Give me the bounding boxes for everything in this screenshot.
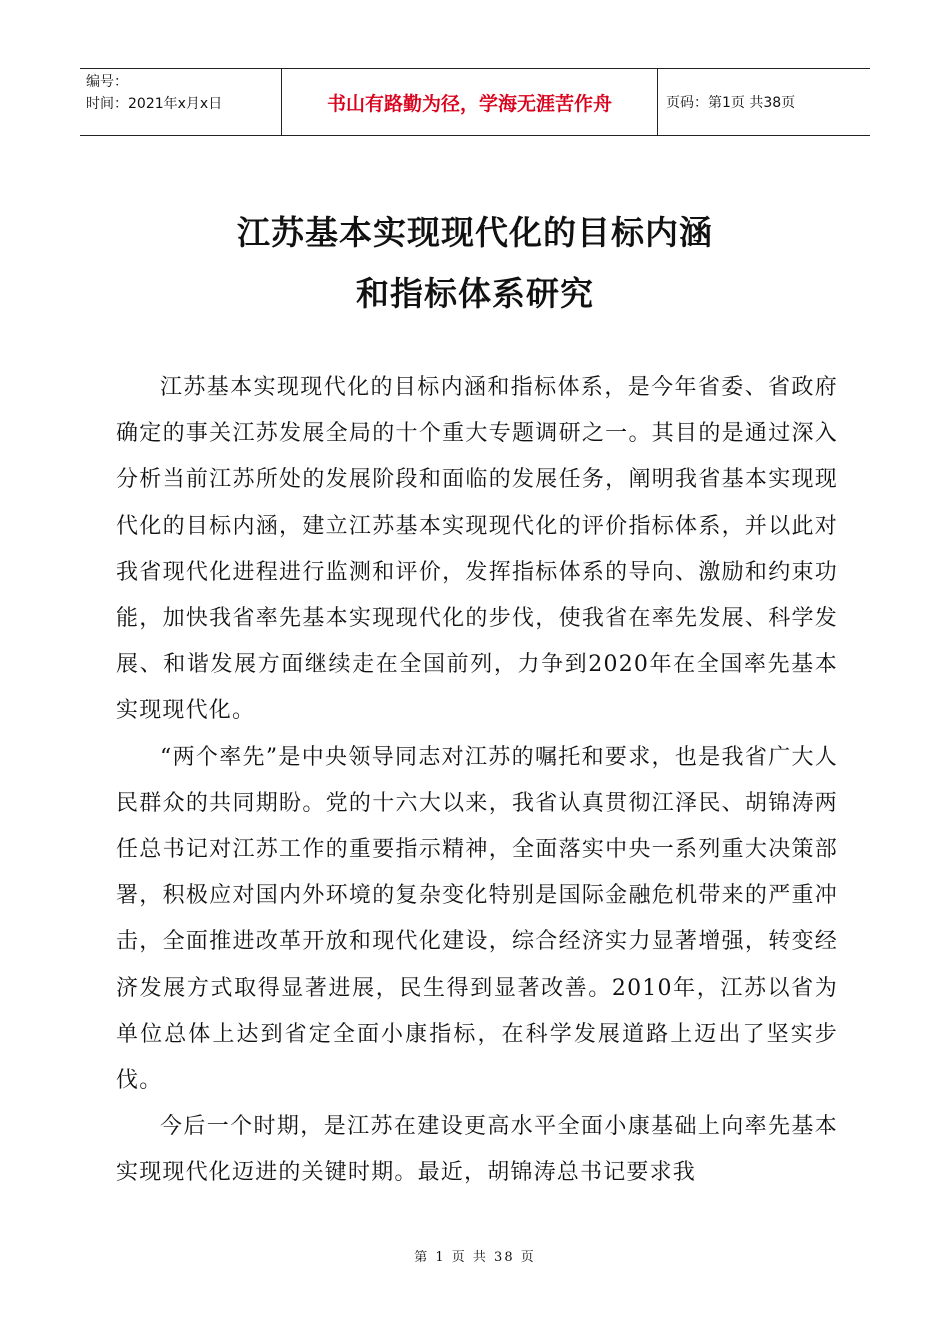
header-motto: 书山有路勤为径，学海无涯苦作舟 — [326, 92, 612, 115]
document-title-line2: 和指标体系研究 — [356, 274, 594, 313]
paragraph: 今后一个时期，是江苏在建设更高水平全面小康基础上向率先基本实现现代化迈进的关键时期。最近，胡锦涛总书记要求我 — [116, 1114, 838, 1186]
document-code-label: 编号： — [86, 74, 128, 90]
document-body — [116, 365, 838, 1197]
header-page-cell — [658, 69, 870, 135]
document-time-label: 时间：2021年x月x日 — [86, 96, 223, 112]
header-motto-cell — [282, 69, 658, 135]
page-footer: 第 1 页 共 38 页 — [414, 1250, 536, 1265]
document-title-line1: 江苏基本实现现代化的目标内涵 — [237, 213, 713, 252]
header-meta — [80, 69, 282, 135]
paragraph: 江苏基本实现现代化的目标内涵和指标体系，是今年省委、省政府确定的事关江苏发展全局的十个重大专题调研之一。其目的是通过深入分析当前江苏所处的发展阶段和面临的发展任务，阐明我省基本实现现代化的目标内涵，建立江苏基本实现现代化的评价指标体系，并以此对我省现代化进程进行监测和评价，发挥指标体系的导向、激励和约束功能，加快我省率先基本实现现代化的步伐，使我省在率先发展、科学发展、和谐发展方面继续走在全国前列，力争到2020年在全国率先基本实现现代化。 — [116, 375, 838, 724]
paragraph: “两个率先”是中央领导同志对江苏的嘱托和要求，也是我省广大人民群众的共同期盼。党的十六大以来，我省认真贯彻江泽民、胡锦涛两任总书记对江苏工作的重要指示精神，全面落实中央一系列重大决策部署，积极应对国内外环境的复杂变化特别是国际金融危机带来的严重冲击，全面推进改革开放和现代化建设，综合经济实力显著增强，转变经济发展方式取得显著进展，民生得到显著改善。2010年，江苏以省为单位总体上达到省定全面小康指标，在科学发展道路上迈出了坚实步伐。 — [116, 744, 838, 1094]
header-page-info: 页码：第1页 共38页 — [666, 95, 796, 111]
document-header — [80, 68, 870, 136]
